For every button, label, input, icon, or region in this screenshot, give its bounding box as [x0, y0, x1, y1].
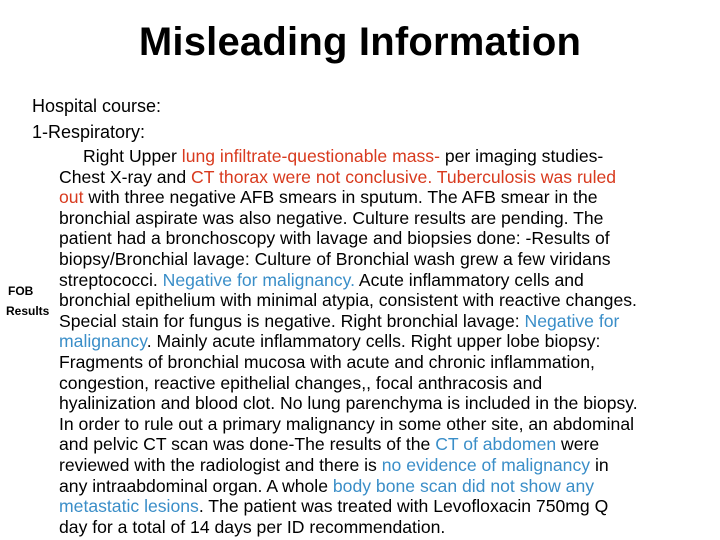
text-line: congestion, reactive epithelial changes,, focal anthracosis and	[59, 372, 543, 393]
side-label-results: Results	[6, 304, 50, 318]
respiratory-paragraph	[59, 146, 719, 537]
text-line: any intraabdominal organ. A whole body bone scan did not show any	[59, 475, 595, 496]
text-line: bronchial epithelium with minimal atypia, consistent with reactive changes.	[59, 290, 637, 311]
text-line: Fragments of bronchial mucosa with acute and chronic inflammation,	[59, 351, 595, 372]
text-line: hyalinization and blood clot. No lung parenchyma is included in the biopsy.	[59, 393, 638, 414]
text-line: patient had a bronchoscopy with lavage and biopsies done: -Results of	[59, 228, 610, 249]
page-title: Misleading Information	[138, 20, 582, 64]
text-line: day for a total of 14 days per ID recommendation.	[59, 516, 446, 537]
text-line: Chest X-ray and CT thorax were not conclusive. Tuberculosis was ruled	[59, 166, 617, 187]
side-label-fob: FOB	[8, 284, 34, 298]
hospital-course-heading: Hospital course:	[32, 96, 162, 116]
text-line: bronchial aspirate was also negative. Culture results are pending. The	[59, 207, 604, 228]
text-line: In order to rule out a primary malignancy in some other site, an abdominal	[59, 413, 635, 434]
text-line: metastatic lesions. The patient was treated with Levofloxacin 750mg Q	[59, 496, 609, 517]
text-line: reviewed with the radiologist and there is no evidence of malignancy in	[59, 454, 609, 475]
text-line: Right Upper lung infiltrate-questionable mass- per imaging studies-	[83, 146, 604, 166]
text-line: and pelvic CT scan was done-The results of the CT of abdomen were	[59, 434, 600, 455]
respiratory-heading: 1-Respiratory:	[32, 122, 146, 142]
text-line: malignancy. Mainly acute inflammatory cells. Right upper lobe biopsy:	[59, 331, 601, 352]
text-line: Special stain for fungus is negative. Right bronchial lavage: Negative for	[59, 310, 620, 331]
text-line: biopsy/Bronchial lavage: Culture of Bronchial wash grew a few viridans	[59, 248, 611, 269]
text-line: out with three negative AFB smears in sputum. The AFB smear in the	[59, 187, 598, 208]
text-line: streptococci. Negative for malignancy. Acute inflammatory cells and	[59, 269, 584, 290]
